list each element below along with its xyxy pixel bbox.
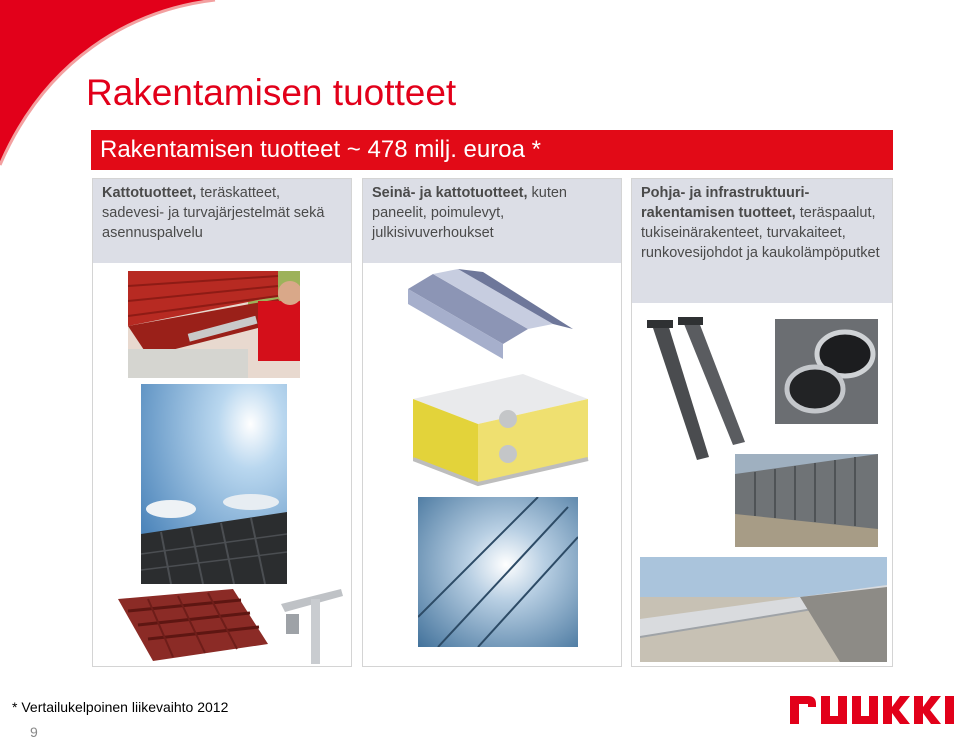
page-title: Rakentamisen tuotteet: [86, 72, 457, 113]
roof-installation-photo: [128, 271, 300, 378]
column-wall-roof: [362, 178, 622, 667]
ruukki-logo: [790, 690, 955, 730]
column-heading: [93, 179, 351, 263]
gutter-bracket-image: [271, 584, 351, 669]
guardrail-photo: [640, 557, 887, 662]
column-heading-text: teräskatteet, sadevesi- ja turvajärjestelmät sekä asennuspalvelu: [102, 185, 325, 241]
retaining-wall-photo: [735, 454, 878, 547]
district-heating-pipes-photo: [775, 319, 878, 424]
column-heading-bold: Kattotuotteet,: [102, 185, 197, 201]
column-roofing: [92, 178, 352, 667]
column-heading: [363, 179, 621, 263]
column-heading-bold: Seinä- ja kattotuotteet,: [372, 185, 528, 201]
steel-piles-image: [647, 317, 757, 462]
page-number: 9: [30, 724, 38, 740]
column-heading-bold: Pohja- ja infrastruktuuri-rakentamisen tuotteet,: [641, 185, 810, 221]
footnote: * Vertailukelpoinen liikevaihto 2012: [12, 699, 229, 715]
roof-tile-sample: [113, 589, 273, 667]
column-heading: [632, 179, 892, 303]
glass-facade-photo: [418, 497, 578, 647]
sandwich-panel-image: [413, 374, 598, 494]
column-infrastructure: [631, 178, 893, 667]
profiled-sheet-image: [408, 269, 578, 364]
column-heading-text: kuten paneelit, poimulevyt, julkisivuverhoukset: [372, 185, 567, 241]
column-heading-text: teräspaalut, tukiseinärakenteet, turvakaiteet, runkovesijohdot ja kaukolämpöputket: [641, 205, 880, 261]
summary-banner: Rakentamisen tuotteet ~ 478 milj. euroa *: [91, 130, 893, 170]
solar-roof-photo: [141, 384, 287, 584]
